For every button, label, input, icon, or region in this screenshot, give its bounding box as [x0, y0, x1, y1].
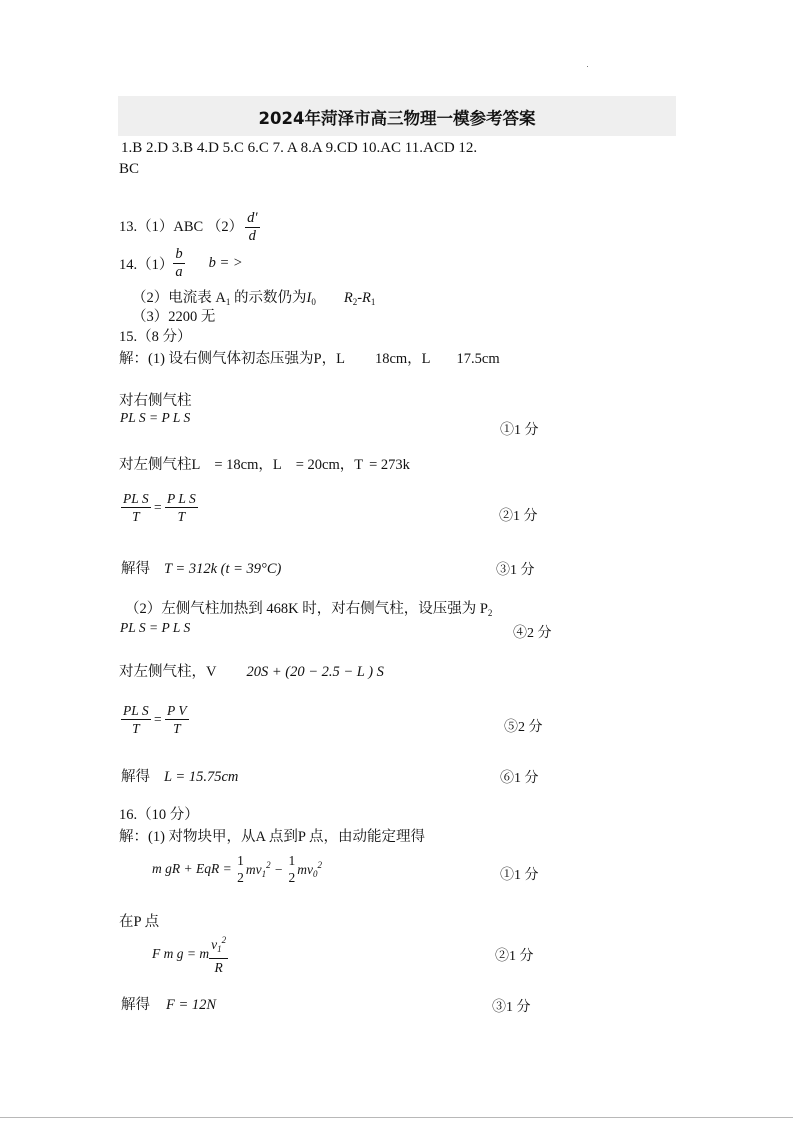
q16-eq1: m gR + EqR = 1 2 $mv_1^2$ − 1 2 $mv_0^2$ [152, 853, 322, 885]
q15-solve-line [119, 347, 500, 368]
q13-answer [119, 210, 260, 245]
q15-eq2-den-r: T [177, 509, 186, 524]
q16-score2: ②1 分 [495, 949, 534, 964]
q15-eq2-right [165, 490, 198, 525]
q14-part2 [132, 286, 375, 307]
q14-part2-prefix: （2）电流表 A [132, 290, 226, 306]
q15-eq2-num-l: PL S [123, 491, 149, 506]
q14-part2-var-sub: 0 [311, 297, 316, 307]
q16-heading: 16.（10 分） [119, 807, 199, 823]
q15-eq5-num-l: PL S [123, 703, 149, 718]
q14-part2-r-sub1: 2 [352, 297, 358, 307]
q15-eq2-left [121, 490, 151, 525]
q16-at-p: 在P 点 [119, 914, 160, 930]
q13-frac-num: d′ [247, 210, 258, 226]
q15-eq5-num-r: P V [167, 703, 187, 718]
q16-eq1-half1: 1 2 [237, 853, 244, 885]
q15-part2 [125, 597, 492, 618]
q13-text: 13.（1）ABC （2） [119, 218, 244, 235]
q14-part2-mid: 的示数仍为 [230, 290, 307, 306]
q13-frac-den: d [248, 228, 256, 244]
q15-result2 [121, 765, 238, 786]
q15-left-vals3: = 273k [369, 457, 410, 473]
q15-left-vals: = 18cm，L [214, 457, 282, 473]
q15-eq5-den-l: T [132, 721, 140, 736]
q15-eq5: $\frac{\text{PL S}}{T}$ = $\frac{\text{P V}}{T}$ [123, 703, 187, 736]
q15-solve-vals2: 17.5cm [456, 351, 500, 367]
q15-eq3: PL S = P L S [120, 620, 191, 635]
q15-eq5-den-r: T [173, 721, 181, 736]
q14-part2-sub: 1 [225, 297, 231, 307]
q16-eq2-left: F m g = m [152, 946, 210, 961]
choice-answers: 1.B 2.D 3.B 4.D 5.C 6.C 7. A 8.A 9.CD 10.AC 11.ACD 12. [121, 140, 478, 156]
q14-part3: （3）2200 无 [132, 309, 216, 325]
q15-result2-value: L = 15.75cm [164, 769, 239, 785]
q16-result [121, 993, 216, 1014]
q15-left-col2 [119, 660, 384, 681]
q16-eq1-half2: 1 2 [288, 853, 296, 885]
page-title: 2024年菏泽市高三物理一模参考答案 [258, 109, 536, 128]
q15-result-value: T = 312k (t = 39°C) [164, 561, 282, 577]
q15-score3: ③1 分 [496, 563, 535, 578]
q14-rest: b = > [208, 255, 243, 271]
title-banner [118, 96, 676, 136]
q15-eq5-left [121, 702, 151, 737]
q15-result [121, 557, 281, 578]
q15-score4: ④2 分 [513, 626, 552, 641]
q15-eq2: $\frac{\text{PL S}}{T}$ = $\frac{\text{P L S}}{T}$ [123, 491, 196, 524]
q15-left-col2-text: 对左侧气柱，V [119, 664, 217, 680]
q14-part2-r-sub2: 1 [370, 297, 376, 307]
q14-frac-num: b [175, 246, 183, 262]
q14-frac-den: a [175, 264, 183, 280]
q15-left-vals2: = 20cm，T [295, 457, 364, 473]
q15-part2-text: （2）左侧气柱加热到 468K 时，对右侧气柱，设压强为 P [125, 601, 488, 617]
q16-score1: ①1 分 [500, 868, 539, 883]
scan-dot [587, 66, 588, 67]
q16-solve-line: 解：(1) 对物块甲，从A 点到P 点，由动能定理得 [119, 829, 425, 845]
q16-score3: ③1 分 [492, 1000, 531, 1015]
q15-score5: ⑤2 分 [504, 720, 543, 735]
q16-result-value: F = 12N [166, 997, 217, 1013]
q16-eq2 [152, 932, 228, 976]
q15-score2: ②1 分 [499, 509, 538, 524]
q16-eq1-left: m gR + EqR = [152, 861, 236, 876]
q15-score1: ①1 分 [500, 423, 539, 438]
q16-result-label: 解得 [121, 997, 150, 1013]
q14-label: 14.（1） [119, 257, 174, 273]
q15-left-col [119, 453, 410, 474]
q16-eq2-frac: $\frac{v_1^2}{R}$ [211, 935, 227, 975]
q15-solve-text: 解：(1) 设右侧气体初态压强为P，L [119, 351, 345, 367]
q15-right-col: 对右侧气柱 [119, 393, 192, 409]
q15-eq5-right [165, 702, 189, 737]
q15-eq2-den-l: T [132, 509, 140, 524]
choice-answers-wrap: BC [119, 161, 140, 177]
q15-heading: 15.（8 分） [119, 329, 192, 345]
q15-part2-sub: 2 [487, 608, 493, 618]
q14-part2-var: I [306, 290, 312, 306]
q15-result2-label: 解得 [121, 769, 150, 785]
q15-score6: ⑥1 分 [500, 771, 539, 786]
q15-eq2-num-r: P L S [167, 491, 196, 506]
q15-eq4: 20S + (20 − 2.5 − L ) S [246, 664, 384, 680]
q15-eq1: PL S = P L S [120, 410, 191, 425]
q15-solve-vals: 18cm，L [374, 351, 431, 367]
q14-part2-r: R [343, 290, 353, 306]
q15-result-label: 解得 [121, 561, 150, 577]
q14-fraction [173, 246, 184, 281]
q15-left-col-text: 对左侧气柱L [119, 457, 201, 473]
q14-part2-r-mid: -R [357, 290, 371, 306]
page-bottom-border [0, 1117, 793, 1118]
q13-fraction [245, 210, 259, 245]
q14-part1 [119, 246, 243, 281]
